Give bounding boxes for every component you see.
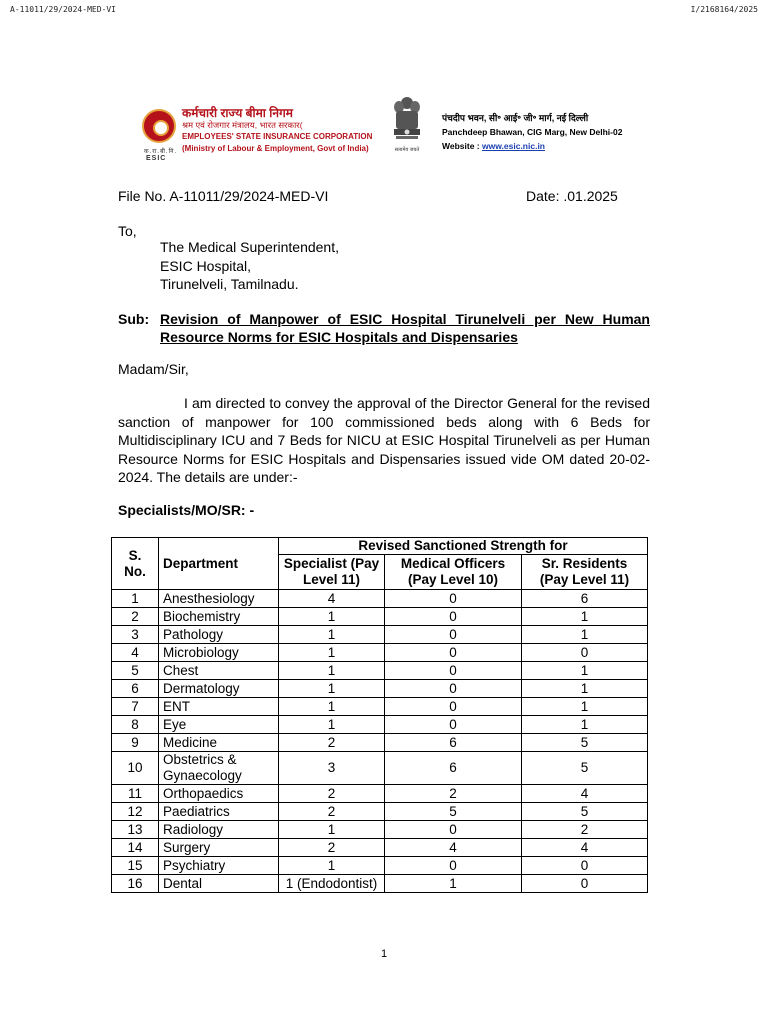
table-row: [112, 590, 648, 608]
cell-medical-officers: 0: [385, 608, 522, 626]
subject-label: Sub:: [118, 311, 150, 327]
body-paragraph: I am directed to convey the approval of the Director General for the revised sanction of manpower for 100 commissioned beds along with 6 Beds for Multidisciplinary ICU and 7 Beds for NICU at ESIC Hospital Tirunelveli as per Human Resource Norms for ESIC Hospitals and Dispensaries issued vide OM dated 20-02-2024. The details are under:-: [118, 395, 650, 485]
cell-specialist: 1: [279, 857, 385, 875]
org-name-english: EMPLOYEES' STATE INSURANCE CORPORATION: [182, 132, 373, 141]
document-ref-left: A-11011/29/2024-MED-VI: [10, 5, 116, 14]
cell-medical-officers: 1: [385, 875, 522, 893]
addressee-line: The Medical Superintendent,: [160, 239, 339, 255]
website-link[interactable]: www.esic.nic.in: [482, 141, 545, 151]
cell-sno: 1: [112, 590, 159, 608]
cell-medical-officers: 2: [385, 785, 522, 803]
logo-abbr-hindi: क.रा.बी.नि.: [144, 149, 178, 155]
cell-senior-residents: 5: [522, 734, 648, 752]
cell-department: Medicine: [159, 734, 279, 752]
salutation: Madam/Sir,: [118, 361, 189, 377]
addressee-line: Tirunelveli, Tamilnadu.: [160, 276, 299, 292]
cell-department: Anesthesiology: [159, 590, 279, 608]
cell-senior-residents: 1: [522, 626, 648, 644]
table-row: [112, 752, 648, 785]
cell-sno: 11: [112, 785, 159, 803]
cell-senior-residents: 0: [522, 875, 648, 893]
cell-specialist: 2: [279, 839, 385, 857]
cell-specialist: 3: [279, 752, 385, 785]
cell-senior-residents: 1: [522, 716, 648, 734]
table-row: [112, 875, 648, 893]
org-name-hindi: कर्मचारी राज्य बीमा निगम: [182, 106, 293, 120]
table-row: [112, 839, 648, 857]
cell-medical-officers: 0: [385, 626, 522, 644]
table-row: [112, 608, 648, 626]
cell-department: ENT: [159, 698, 279, 716]
subject-text: Revision of Manpower of ESIC Hospital Tirunelveli per New Human Resource Norms for ESIC Hospitals and Dispensaries: [160, 311, 650, 345]
cell-specialist: 1: [279, 626, 385, 644]
cell-specialist: 1: [279, 821, 385, 839]
cell-specialist: 1: [279, 698, 385, 716]
cell-specialist: 2: [279, 803, 385, 821]
table-row: [112, 626, 648, 644]
cell-senior-residents: 1: [522, 608, 648, 626]
cell-department: Chest: [159, 662, 279, 680]
addressee-line: ESIC Hospital,: [160, 258, 252, 274]
cell-senior-residents: 4: [522, 839, 648, 857]
cell-senior-residents: 0: [522, 644, 648, 662]
cell-specialist: 1: [279, 716, 385, 734]
col-header-medical-officers: Medical Officers (Pay Level 10): [385, 555, 522, 590]
cell-medical-officers: 0: [385, 857, 522, 875]
cell-department: Biochemistry: [159, 608, 279, 626]
cell-sno: 16: [112, 875, 159, 893]
cell-medical-officers: 0: [385, 698, 522, 716]
cell-sno: 6: [112, 680, 159, 698]
table-header-row: [112, 538, 648, 555]
cell-sno: 5: [112, 662, 159, 680]
table-row: [112, 698, 648, 716]
cell-senior-residents: 2: [522, 821, 648, 839]
cell-medical-officers: 4: [385, 839, 522, 857]
esic-logo-icon: [142, 109, 176, 143]
table-row: [112, 803, 648, 821]
logo-abbr: ESIC: [146, 155, 167, 162]
address-english: Panchdeep Bhawan, CIG Marg, New Delhi-02: [442, 127, 623, 137]
address-block: [442, 111, 622, 153]
organization-name-block: [182, 107, 372, 155]
table-row: [112, 734, 648, 752]
cell-specialist: 2: [279, 785, 385, 803]
table-row: [112, 680, 648, 698]
cell-specialist: 4: [279, 590, 385, 608]
ministry-english: (Ministry of Labour & Employment, Govt of India): [182, 144, 369, 153]
section-heading: Specialists/MO/SR: -: [118, 502, 255, 518]
file-number: File No. A-11011/29/2024-MED-VI: [118, 188, 329, 204]
cell-medical-officers: 0: [385, 644, 522, 662]
cell-department: Paediatrics: [159, 803, 279, 821]
cell-specialist: 1: [279, 662, 385, 680]
page-number: 1: [380, 948, 388, 960]
col-header-senior-residents: Sr. Residents (Pay Level 11): [522, 555, 648, 590]
website-line: [442, 139, 622, 153]
cell-department: Pathology: [159, 626, 279, 644]
letterhead: [140, 95, 630, 167]
cell-sno: 12: [112, 803, 159, 821]
table-row: [112, 644, 648, 662]
cell-senior-residents: 1: [522, 698, 648, 716]
cell-specialist: 2: [279, 734, 385, 752]
cell-specialist: 1: [279, 680, 385, 698]
letter-date: Date: .01.2025: [526, 188, 618, 204]
cell-medical-officers: 0: [385, 662, 522, 680]
cell-medical-officers: 0: [385, 716, 522, 734]
cell-specialist: 1: [279, 644, 385, 662]
cell-senior-residents: 5: [522, 803, 648, 821]
cell-senior-residents: 0: [522, 857, 648, 875]
cell-department: Surgery: [159, 839, 279, 857]
cell-medical-officers: 5: [385, 803, 522, 821]
cell-department: Dermatology: [159, 680, 279, 698]
cell-senior-residents: 6: [522, 590, 648, 608]
table-row: [112, 857, 648, 875]
cell-medical-officers: 0: [385, 821, 522, 839]
national-emblem-icon: [390, 95, 424, 157]
cell-specialist: 1 (Endodontist): [279, 875, 385, 893]
cell-senior-residents: 4: [522, 785, 648, 803]
cell-senior-residents: 1: [522, 662, 648, 680]
cell-medical-officers: 6: [385, 734, 522, 752]
cell-department: Microbiology: [159, 644, 279, 662]
cell-department: Obstetrics & Gynaecology: [159, 752, 279, 785]
table-row: [112, 716, 648, 734]
col-group-header: Revised Sanctioned Strength for: [279, 538, 648, 555]
cell-sno: 7: [112, 698, 159, 716]
cell-sno: 8: [112, 716, 159, 734]
to-label: To,: [118, 223, 137, 239]
cell-department: Eye: [159, 716, 279, 734]
cell-specialist: 1: [279, 608, 385, 626]
ministry-hindi: श्रम एवं रोजगार मंत्रालय, भारत सरकार(: [182, 120, 303, 130]
col-header-department: Department: [159, 538, 279, 590]
cell-senior-residents: 1: [522, 680, 648, 698]
cell-department: Dental: [159, 875, 279, 893]
emblem-caption: सत्यमेव जयते: [394, 147, 420, 153]
website-label: Website :: [442, 141, 480, 151]
cell-sno: 9: [112, 734, 159, 752]
table-row: [112, 821, 648, 839]
subject-block: [118, 310, 650, 346]
manpower-table: [111, 537, 648, 893]
cell-department: Orthopaedics: [159, 785, 279, 803]
col-header-sno: S. No.: [112, 538, 159, 590]
cell-sno: 15: [112, 857, 159, 875]
cell-sno: 10: [112, 752, 159, 785]
cell-medical-officers: 0: [385, 680, 522, 698]
cell-sno: 13: [112, 821, 159, 839]
cell-medical-officers: 6: [385, 752, 522, 785]
cell-medical-officers: 0: [385, 590, 522, 608]
cell-sno: 14: [112, 839, 159, 857]
cell-sno: 3: [112, 626, 159, 644]
cell-sno: 4: [112, 644, 159, 662]
cell-senior-residents: 5: [522, 752, 648, 785]
cell-department: Psychiatry: [159, 857, 279, 875]
address-hindi: पंचदीप भवन, सी॰ आई॰ जी॰ मार्ग, नई दिल्ली: [442, 113, 589, 123]
table-row: [112, 785, 648, 803]
cell-sno: 2: [112, 608, 159, 626]
cell-department: Radiology: [159, 821, 279, 839]
col-header-specialist: Specialist (Pay Level 11): [279, 555, 385, 590]
table-row: [112, 662, 648, 680]
document-ref-right: I/2168164/2025: [690, 5, 758, 14]
